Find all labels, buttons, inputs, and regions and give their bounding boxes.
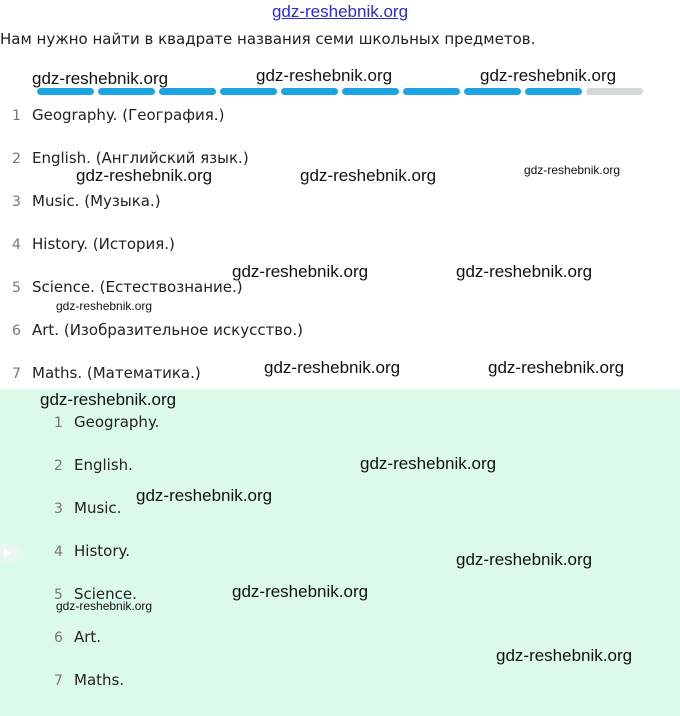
watermark: gdz-reshebnik.org <box>360 454 497 473</box>
item-number: 5 <box>12 280 21 296</box>
item-text: Music. <box>74 499 122 517</box>
item-text: Art. <box>74 628 102 646</box>
list-item <box>54 628 101 646</box>
watermark: gdz-reshebnik.org <box>76 166 213 185</box>
item-text: Maths. <box>74 671 125 689</box>
item-text: Science. <box>74 585 137 603</box>
list-item <box>12 278 243 296</box>
item-text: Geography. <box>74 413 160 431</box>
list-item <box>12 364 201 382</box>
progress-segment-filled <box>98 88 155 95</box>
progress-segment-filled <box>159 88 216 95</box>
site-header-link[interactable]: gdz-reshebnik.org <box>271 2 409 21</box>
item-number: 5 <box>54 587 63 603</box>
intro-text: Нам нужно найти в квадрате названия семи школьных предметов. <box>0 30 536 48</box>
list-item <box>54 542 130 560</box>
watermark: gdz-reshebnik.org <box>136 486 273 505</box>
watermark: gdz-reshebnik.org <box>488 358 625 377</box>
progress-segment-filled <box>525 88 582 95</box>
item-number: 2 <box>54 458 63 474</box>
item-number: 3 <box>12 194 21 210</box>
list-item <box>12 149 249 167</box>
item-number: 4 <box>12 237 21 253</box>
watermark: gdz-reshebnik.org <box>256 66 393 85</box>
list-item <box>12 106 224 124</box>
item-number: 2 <box>12 151 21 167</box>
watermark: gdz-reshebnik.org <box>480 66 617 85</box>
item-number: 3 <box>54 501 63 517</box>
watermark: gdz-reshebnik.org <box>56 599 153 613</box>
list-item <box>54 671 124 689</box>
progress-segment-filled <box>220 88 277 95</box>
list-item <box>54 456 133 474</box>
item-number: 1 <box>54 415 63 431</box>
item-text: Music. (Музыка.) <box>32 192 161 210</box>
list-item <box>54 499 121 517</box>
progress-segment-filled <box>37 88 94 95</box>
item-text: English. (Английский язык.) <box>32 149 249 167</box>
progress-bar <box>37 88 643 95</box>
list-item <box>54 413 159 431</box>
watermark: gdz-reshebnik.org <box>56 299 153 313</box>
list-item <box>12 321 303 339</box>
item-text: History. <box>74 542 130 560</box>
watermark: gdz-reshebnik.org <box>456 262 593 281</box>
item-text: English. <box>74 456 133 474</box>
item-number: 6 <box>12 323 21 339</box>
item-text: Maths. (Математика.) <box>32 364 201 382</box>
watermark: gdz-reshebnik.org <box>40 390 177 409</box>
play-arrow-icon[interactable] <box>0 544 20 562</box>
watermark: gdz-reshebnik.org <box>524 163 621 177</box>
item-number: 4 <box>54 544 63 560</box>
item-number: 6 <box>54 630 63 646</box>
item-text: Art. (Изобразительное искусство.) <box>32 321 303 339</box>
item-text: Geography. (География.) <box>32 106 225 124</box>
list-item <box>12 192 161 210</box>
watermark: gdz-reshebnik.org <box>264 358 401 377</box>
watermark: gdz-reshebnik.org <box>232 582 369 601</box>
watermark: gdz-reshebnik.org <box>300 166 437 185</box>
watermark: gdz-reshebnik.org <box>456 550 593 569</box>
progress-segment-empty <box>586 88 643 95</box>
progress-segment-filled <box>464 88 521 95</box>
watermark: gdz-reshebnik.org <box>496 646 633 665</box>
item-number: 7 <box>54 673 63 689</box>
item-number: 7 <box>12 366 21 382</box>
progress-segment-filled <box>403 88 460 95</box>
watermark: gdz-reshebnik.org <box>32 69 169 88</box>
item-number: 1 <box>12 108 21 124</box>
item-text: History. (История.) <box>32 235 175 253</box>
watermark: gdz-reshebnik.org <box>232 262 369 281</box>
progress-segment-filled <box>281 88 338 95</box>
list-item <box>12 235 175 253</box>
progress-segment-filled <box>342 88 399 95</box>
item-text: Science. (Естествознание.) <box>32 278 243 296</box>
